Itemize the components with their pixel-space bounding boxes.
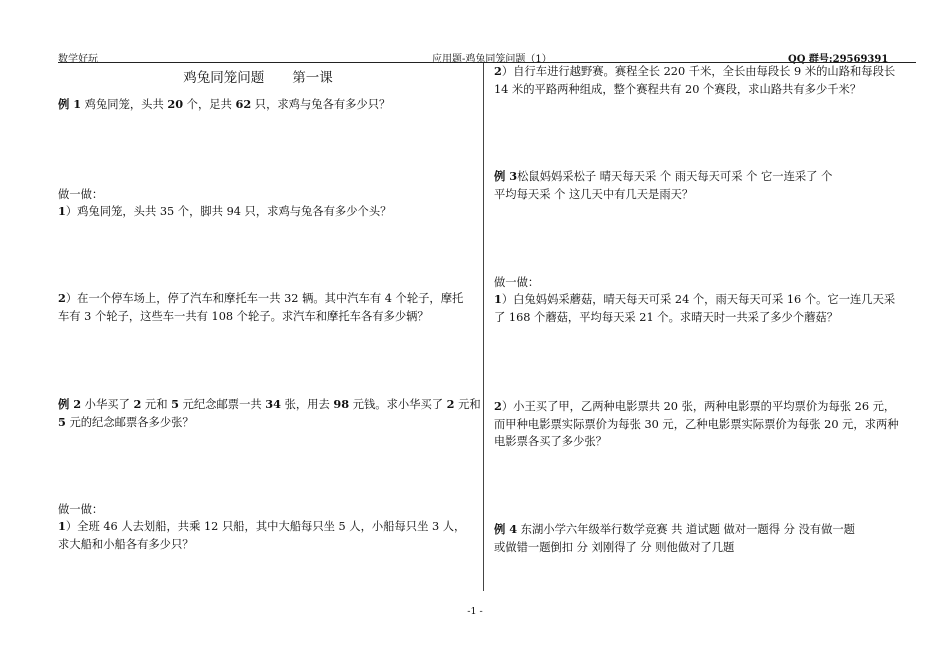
question-2-1: 1）全班 46 人去划船，共乘 12 只船，其中大船每只坐 5 人，小船每只坐 3 人， 求大船和小船各有多少只？: [58, 519, 466, 551]
page-number: -1 -: [467, 606, 483, 617]
qq-number: 29569391: [832, 54, 889, 65]
example-1: 例 1 鸡兔同笼，头共 20 个，足共 62 只，求鸡与兔各有多少只？: [58, 97, 391, 111]
qq-label: QQ 群号:: [788, 54, 833, 65]
title-main: 鸡兔同笼问题: [183, 70, 265, 86]
question-3-1: 1）白兔妈妈采蘑菇，晴天每天可采 24 个，雨天每天可采 16 个。它一连几天采 了 168 个蘑菇，平均每天采 21 个。求晴天时一共采了多少个蘑菇？: [494, 292, 896, 324]
try-heading-1: 做一做：: [58, 188, 104, 201]
try-heading-2: 做一做：: [58, 503, 104, 516]
header-left: 数学好玩: [58, 54, 98, 65]
page-title: [58, 66, 458, 86]
question-3-2: 2）小王买了甲，乙两种电影票共 20 张，两种电影票的平均票价为每张 26 元， 而甲种电影票实际票价为每张 30 元，乙种电影票实际票价为每张 20 元，求两种 电影票各买了多少张？: [494, 399, 899, 448]
header-center: 应用题-鸡兔同笼问题（1）: [432, 54, 552, 65]
question-1-2: 2）在一个停车场上，停了汽车和摩托车一共 32 辆。其中汽车有 4 个轮子，摩托 车有 3 个轮子，这些车一共有 108 个轮子。求汽车和摩托车各有多少辆？: [58, 291, 464, 323]
try-heading-3: 做一做：: [494, 276, 540, 289]
example-4: 例 4 东湖小学六年级举行数学竞赛 共 道试题 做对一题得 分 没有做一题 或做错一题倒扣 分 刘刚得了 分 则他做对了几题: [494, 522, 855, 554]
column-divider: [483, 63, 484, 591]
question-2-2: 2）自行车进行越野赛。赛程全长 220 千米，全长由每段长 9 米的山路和每段长 14 米的平路两种组成，整个赛程共有 20 个赛段，求山路共有多少千米？: [494, 64, 896, 96]
example-2: 例 2 小华买了 2 元和 5 元纪念邮票一共 34 张，用去 98 元钱。求小华买了 2 元和 5 元的纪念邮票各多少张？: [58, 397, 481, 429]
title-lesson: 第一课: [292, 70, 333, 86]
question-1-1: 1）鸡兔同笼，头共 35 个，脚共 94 只，求鸡与兔各有多少个头？: [58, 204, 392, 218]
example-3: 例 3松鼠妈妈采松子 晴天每天采 个 雨天每天可采 个 它一连采了 个 平均每天采 个 这几天中有几天是雨天？: [494, 169, 833, 201]
